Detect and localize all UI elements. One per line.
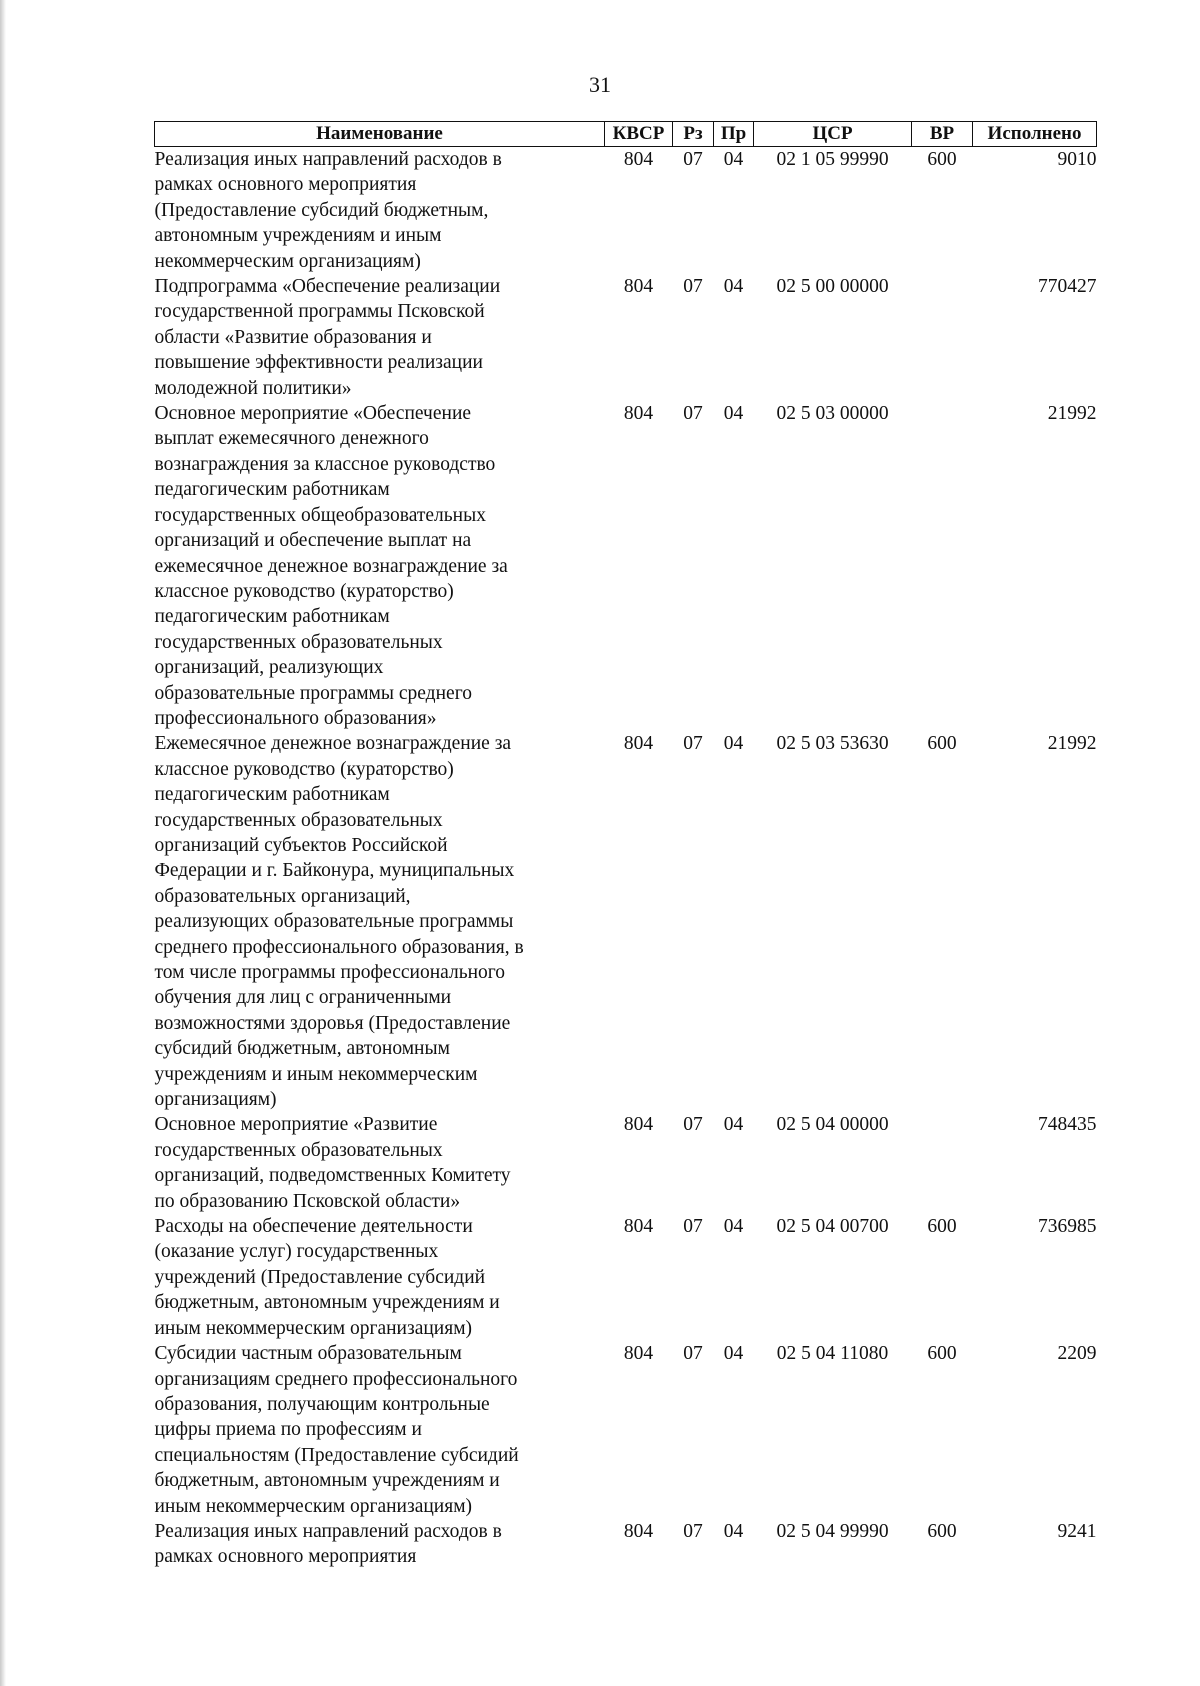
row-rz: 07	[683, 403, 703, 425]
table-row	[155, 274, 1097, 401]
row-kvsr: 804	[623, 733, 654, 755]
page-number: 31	[589, 72, 611, 97]
row-amount: 2209	[1057, 1343, 1097, 1365]
row-vr: 600	[927, 149, 957, 170]
row-pr: 04	[723, 1520, 744, 1542]
table-header	[155, 122, 1097, 147]
row-csr: 02 5 00 00000	[776, 276, 889, 298]
header-pr: Пр	[714, 122, 754, 147]
row-name-cell	[155, 147, 605, 275]
scan-edge	[0, 0, 6, 1686]
row-name-cell	[155, 401, 605, 731]
row-name: Подпрограмма «Обеспечение реализации государственной программы Псковской области «Развитие образования и повышение эффективности реализации молодежной политики»	[154, 276, 501, 399]
row-pr: 04	[723, 403, 744, 425]
row-rz: 07	[683, 1520, 703, 1542]
header-row	[155, 122, 1097, 147]
row-vr	[912, 274, 973, 401]
row-csr: 02 5 04 00700	[776, 1216, 889, 1238]
row-amount: 748435	[1038, 1114, 1097, 1136]
row-rz: 07	[683, 733, 703, 755]
row-name-cell	[155, 1214, 605, 1341]
row-vr: 600	[927, 1343, 957, 1365]
header-csr: ЦСР	[754, 122, 912, 147]
row-name: Расходы на обеспечение деятельности (оказание услуг) государственных учреждений (Предоставление субсидий бюджетным, автономным учреждениям и иным некоммерческим организациям)	[154, 1216, 500, 1339]
row-kvsr: 804	[623, 1216, 654, 1238]
row-kvsr: 804	[623, 1343, 654, 1365]
table-row	[155, 1112, 1097, 1214]
row-csr: 02 5 03 53630	[776, 733, 889, 755]
row-csr: 02 5 04 99990	[776, 1520, 889, 1542]
row-rz: 07	[683, 276, 703, 298]
row-name: Реализация иных направлений расходов в рамках основного мероприятия (Предоставление субсидий бюджетным, автономным учреждениям и иным некоммерческим организациям)	[154, 149, 502, 272]
row-vr	[912, 401, 973, 731]
table-row	[155, 147, 1097, 275]
table-row	[155, 401, 1097, 731]
table-body	[155, 147, 1097, 1570]
row-vr: 600	[927, 1216, 957, 1238]
row-csr: 02 1 05 99990	[776, 149, 889, 170]
row-kvsr: 804	[623, 403, 654, 425]
row-amount: 9010	[1057, 149, 1097, 170]
header-kvsr: КВСР	[605, 122, 673, 147]
row-vr: 600	[927, 733, 957, 755]
table-row	[155, 1214, 1097, 1341]
row-name: Субсидии частным образовательным организациям среднего профессионального образования, получающим контрольные цифры приема по профессиям и специальностям (Предоставление субсидий бюджетным, автономным учреждениям и иным некоммерческим организациям)	[154, 1343, 519, 1517]
row-pr: 04	[723, 1343, 744, 1365]
header-rz: Рз	[673, 122, 714, 147]
row-pr: 04	[723, 733, 744, 755]
row-vr: 600	[927, 1520, 957, 1542]
row-csr: 02 5 03 00000	[776, 403, 889, 425]
row-rz: 07	[683, 1114, 703, 1136]
row-amount: 9241	[1057, 1520, 1097, 1542]
row-kvsr: 804	[623, 1114, 654, 1136]
row-name: Основное мероприятие «Обеспечение выплат ежемесячного денежного вознаграждения за классное руководство педагогическим работникам государственных общеобразовательных организаций и обеспечение выплат на ежемесячное денежное вознаграждение за классное руководство (кураторство) педагогическим работникам государственных образовательных организаций, реализующих образовательные программы среднего профессионального образования»	[154, 403, 508, 729]
row-amount: 736985	[1038, 1216, 1097, 1238]
row-rz: 07	[683, 149, 703, 170]
row-amount: 21992	[1047, 403, 1097, 425]
row-pr: 04	[723, 149, 744, 170]
row-name: Основное мероприятие «Развитие государственных образовательных организаций, подведомственных Комитету по образованию Псковской области»	[154, 1114, 511, 1212]
row-pr: 04	[723, 1114, 744, 1136]
table-row	[155, 1519, 1097, 1570]
row-kvsr: 804	[623, 149, 654, 170]
row-name-cell	[155, 274, 605, 401]
row-name: Реализация иных направлений расходов в рамках основного мероприятия	[154, 1520, 502, 1568]
row-name-cell	[155, 731, 605, 1112]
row-name: Ежемесячное денежное вознаграждение за классное руководство (кураторство) педагогическим работникам государственных образовательных организаций субъектов Российской Федерации и г. Байконура, муниципальных образовательных организаций, реализующих образовательные программы среднего профессионального образования, в том числе программы профессионального обучения для лиц с ограниченными возможностями здоровья (Предоставление субсидий бюджетным, автономным учреждениям и иным некоммерческим организациям)	[154, 733, 524, 1111]
row-name-cell	[155, 1519, 605, 1570]
row-csr: 02 5 04 00000	[776, 1114, 889, 1136]
row-pr: 04	[723, 276, 744, 298]
header-vr: ВР	[912, 122, 973, 147]
budget-table	[154, 121, 1097, 1570]
header-amount: Исполнено	[973, 122, 1097, 147]
row-rz: 07	[683, 1343, 703, 1365]
row-amount: 770427	[1038, 276, 1097, 298]
row-name-cell	[155, 1112, 605, 1214]
row-csr: 02 5 04 11080	[776, 1343, 889, 1365]
row-vr	[912, 1112, 973, 1214]
table-row	[155, 731, 1097, 1112]
table-row	[155, 1341, 1097, 1519]
row-amount: 21992	[1047, 733, 1097, 755]
row-kvsr: 804	[623, 276, 654, 298]
row-rz: 07	[683, 1216, 703, 1238]
row-name-cell	[155, 1341, 605, 1519]
header-name: Наименование	[155, 122, 605, 147]
row-pr: 04	[723, 1216, 744, 1238]
row-kvsr: 804	[623, 1520, 654, 1542]
